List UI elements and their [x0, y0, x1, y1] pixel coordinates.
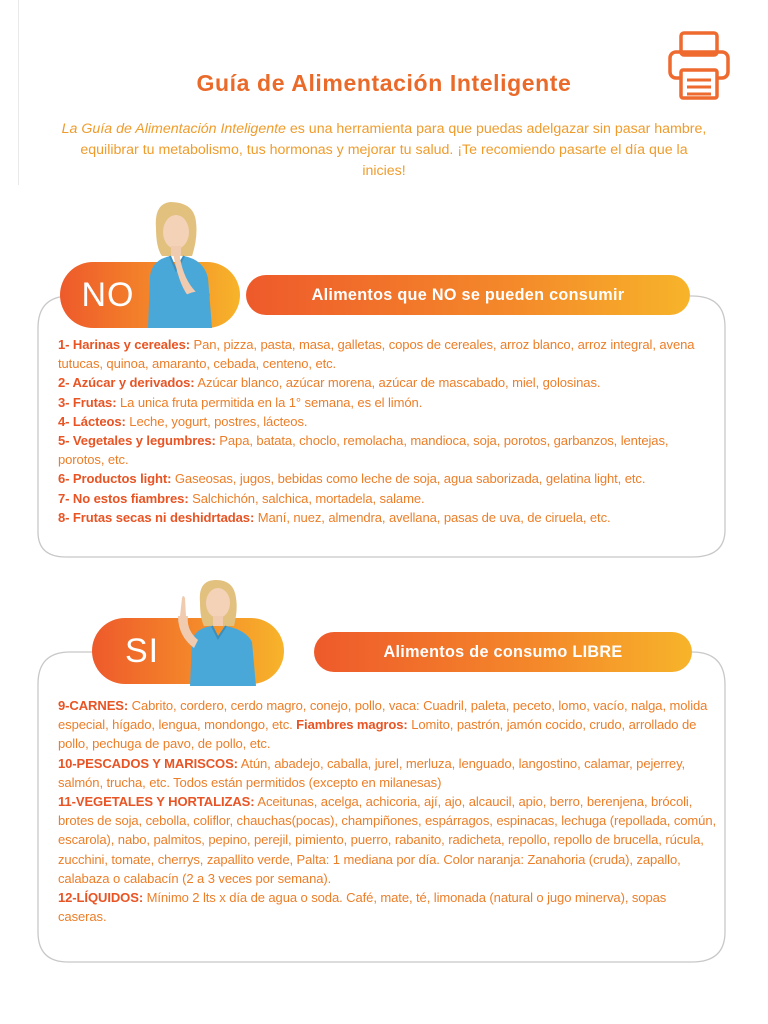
list-item: 9-CARNES: Cabrito, cordero, cerdo magro, conejo, pollo, vaca: Cuadril, paleta, peceto, lomo, vacío, nalga, molida especial, hígado, lengua, mondongo, etc. Fiambres magros: Lomito, pastrón, jamón cocido, crudo, arrollado de pollo, pechuga de pavo, de pollo, etc. — [58, 698, 708, 752]
printer-icon[interactable] — [667, 30, 731, 102]
no-section-heading: Alimentos que NO se pueden consumir — [246, 275, 690, 315]
no-badge-label: NO — [81, 276, 135, 314]
page-title: Guía de Alimentación Inteligente — [196, 70, 572, 96]
intro-paragraph — [60, 119, 708, 182]
list-item: 11-VEGETALES Y HORTALIZAS: Aceitunas, acelga, achicoria, ají, ajo, alcaucil, apio, berro, berenjena, brócoli, brotes de soja, cebolla, coliflor, chauchas(pocas), champiñones, espárragos, espinacas, lechuga (repollada, común, escarola), nabo, palmitos, pepino, perejil, pimiento, puerro, rabanito, radicheta, repollo, repollo de brucella, rúcula, zucchini, tomate, cherrys, zapallito verde, Palta: 1 mediana por día. Color naranja: Zanahoria (cruda), zapallo, calabaza o calabacín (2 a 3 veces por semana). — [58, 794, 716, 886]
si-food-list — [58, 696, 718, 926]
nurse-thinking-image — [140, 198, 220, 328]
nurse-pointing-image — [172, 576, 264, 686]
list-item: 4- Lácteos: Leche, yogurt, postres, lácteos. — [58, 413, 308, 429]
si-badge-label: SI — [124, 632, 160, 670]
intro-text: es una herramienta para que puedas adelgazar sin pasar hambre, equilibrar tu metabolismo, tus hormonas y mejorar tu salud. ¡Te recomiendo pasarte el día que la inicies! — [80, 121, 707, 179]
list-item: 8- Frutas secas ni deshidrtadas: Maní, nuez, almendra, avellana, pasas de uva, de ciruela, etc. — [58, 509, 611, 525]
list-item: 5- Vegetales y legumbres: Papa, batata, choclo, remolacha, mandioca, soja, porotos, garbanzos, lentejas, porotos, etc. — [58, 433, 669, 468]
list-item: 7- No estos fiambres: Salchichón, salchica, mortadela, salame. — [58, 490, 425, 506]
list-item: 2- Azúcar y derivados: Azúcar blanco, azúcar morena, azúcar de mascabado, miel, golosinas. — [58, 375, 601, 391]
no-food-list — [58, 335, 718, 527]
list-item: 6- Productos light: Gaseosas, jugos, bebidas como leche de soja, agua saborizada, gelatina light, etc. — [58, 471, 646, 487]
list-item: 3- Frutas: La unica fruta permitida en la 1° semana, es el limón. — [58, 394, 423, 410]
si-section-heading: Alimentos de consumo LIBRE — [314, 632, 692, 672]
list-item: 10-PESCADOS Y MARISCOS: Atún, abadejo, caballa, jurel, merluza, lenguado, langostino, calamar, pejerrey, salmón, trucha, etc. Todos están permitidos (excepto en milanesas) — [58, 755, 686, 790]
list-item: 12-LÍQUIDOS: Mínimo 2 lts x día de agua o soda. Café, mate, té, limonada (natural o jugo minerva), sopas caseras. — [58, 890, 667, 925]
intro-italic: La Guía de Alimentación Inteligente — [61, 121, 286, 137]
list-item: 1- Harinas y cereales: Pan, pizza, pasta, masa, galletas, copos de cereales, arroz blanco, arroz integral, avena tutucas, quinoa, amaranto, cebada, centeno, etc. — [58, 337, 695, 372]
